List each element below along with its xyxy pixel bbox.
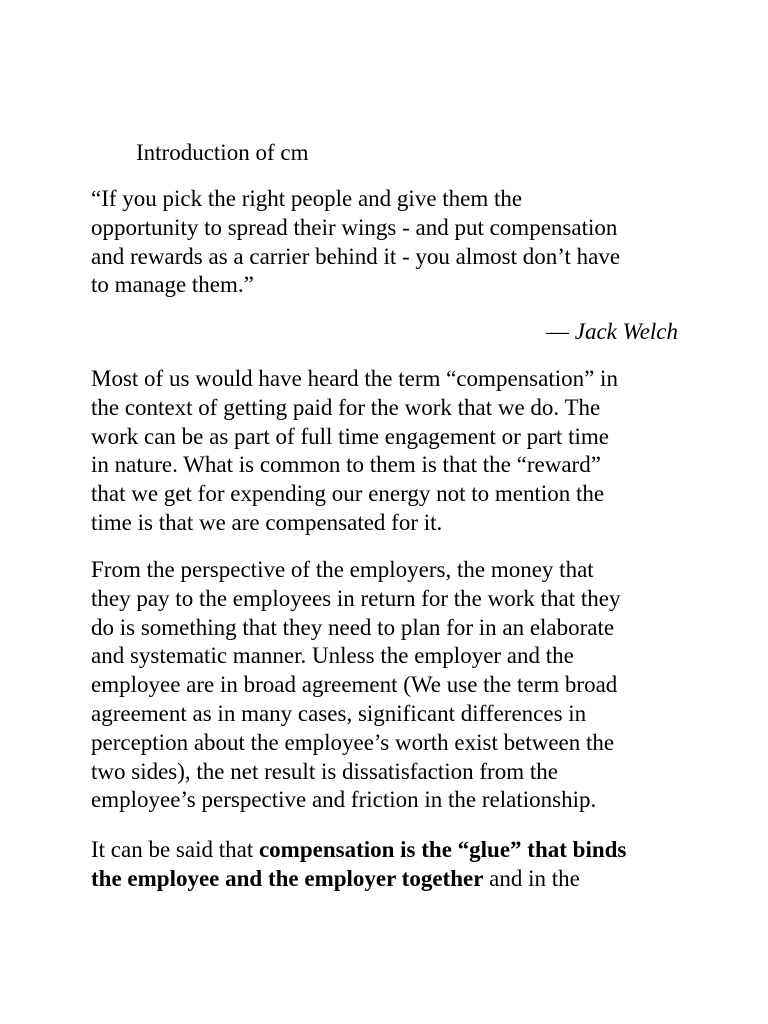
paragraph-line: two sides), the net result is dissatisfaction from the — [91, 758, 558, 784]
paragraph-line — [91, 836, 691, 865]
paragraph-line: agreement as in many cases, significant differences in — [91, 700, 587, 726]
paragraph-line: employee’s perspective and friction in the relationship. — [91, 787, 597, 813]
paragraph-line: that we get for expending our energy not to mention the — [91, 481, 605, 507]
paragraph-line: From the perspective of the employers, the money that — [91, 557, 594, 582]
normal-text: It can be said that — [91, 837, 259, 862]
bold-text: compensation is the “glue” that binds — [258, 837, 627, 862]
attribution-name: Jack Welch — [574, 319, 678, 344]
paragraph-line: the context of getting paid for the work that we do. The — [91, 394, 601, 420]
epigraph-quote — [91, 185, 691, 300]
paragraph-line: Most of us would have heard the term “compensation” in — [91, 366, 618, 391]
quote-attribution — [546, 318, 678, 346]
paragraph-line: do is something that they need to plan for in an elaborate — [91, 614, 615, 640]
normal-text: and in the — [483, 865, 580, 891]
paragraph-line: and systematic manner. Unless the employer and the — [91, 643, 574, 669]
quote-line: to manage them.” — [91, 272, 254, 298]
document-title: Introduction of cm — [136, 140, 309, 165]
paragraph-line: in nature. What is common to them is that the “reward” — [91, 452, 601, 478]
paragraph-1 — [91, 365, 691, 538]
quote-line: “If you pick the right people and give them the — [91, 186, 523, 211]
quote-line: and rewards as a carrier behind it - you almost don’t have — [91, 243, 621, 269]
quote-line: opportunity to spread their wings - and put compensation — [91, 214, 618, 240]
paragraph-3 — [91, 836, 691, 894]
attribution-dash: — — [546, 319, 575, 344]
paragraph-line: they pay to the employees in return for the work that they — [91, 585, 621, 611]
paragraph-line: work can be as part of full time engagement or part time — [91, 423, 609, 449]
paragraph-line: time is that we are compensated for it. — [91, 509, 443, 535]
bold-text: the employee and the employer together — [91, 865, 484, 891]
paragraph-line: employee are in broad agreement (We use the term broad — [91, 672, 618, 698]
paragraph-line — [91, 865, 691, 894]
paragraph-line: perception about the employee’s worth exist between the — [91, 729, 615, 755]
paragraph-2 — [91, 556, 691, 815]
